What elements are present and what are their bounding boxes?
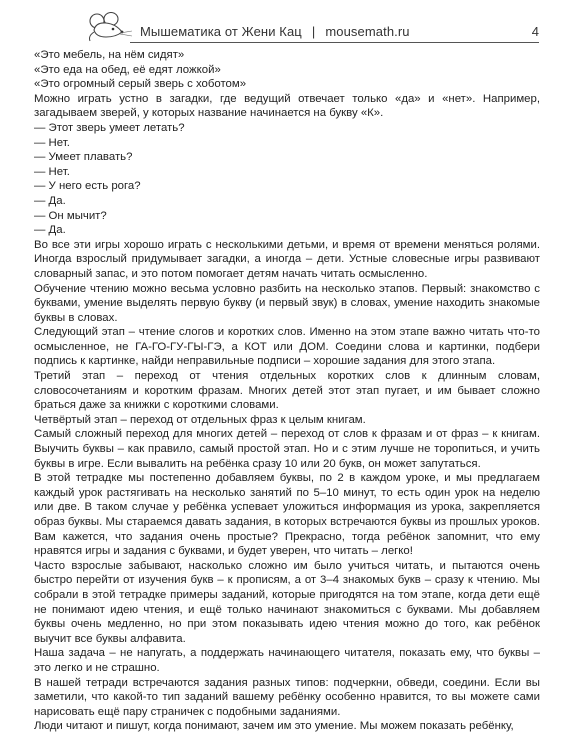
paragraph: Самый сложный переход для многих детей – переход от слов к фразам и от фраз – к книгам. Выучить буквы – как правило, самый простой этап. Но и с этим лучше не торопиться, и учить буквы в игре. Если вывалить на ребёнка сразу 10 или 20 букв, он может запутаться. bbox=[34, 428, 540, 470]
paragraph: Люди читают и пишут, когда понимают, зачем им это умение. Мы можем показать ребёнку, bbox=[34, 720, 514, 733]
page-header bbox=[0, 0, 567, 44]
header-title-line bbox=[140, 24, 410, 39]
paragraph: Во все эти игры хорошо играть с несколькими детьми, и время от времени меняться ролями. Иногда взрослый придумывает загадки, а иногда – дети. Устные словесные игры развивают словарный запас, и это потом помогает детям начать читать осмысленно. bbox=[34, 238, 540, 280]
book-title: Мышематика от Жени Кац bbox=[140, 24, 302, 39]
paragraph: Обучение чтению можно весьма условно разбить на несколько этапов. Первый: знакомство с буквами, умение выделять первую букву (и первый звук) в словах, умение находить знакомые буквы в словах. bbox=[34, 282, 540, 324]
dialogue-line: — Он мычит? bbox=[34, 209, 107, 222]
dialogue-line: — У него есть рога? bbox=[34, 180, 141, 193]
body-text bbox=[34, 48, 540, 734]
dialogue-line: — Да. bbox=[34, 224, 66, 237]
paragraph: Наша задача – не напугать, а поддержать начинающего читателя, показать ему, что буквы – это легко и не страшно. bbox=[34, 647, 540, 674]
dialogue-line: — Нет. bbox=[34, 165, 70, 178]
paragraph: Четвёртый этап – переход от отдельных фраз к целым книгам. bbox=[34, 413, 366, 426]
page-number: 4 bbox=[531, 24, 539, 39]
header-rule bbox=[130, 42, 539, 43]
header-separator: | bbox=[311, 24, 316, 39]
riddle-line: «Это огромный серый зверь с хоботом» bbox=[34, 78, 247, 91]
mouse-logo-icon bbox=[86, 12, 134, 47]
site-link[interactable]: mousemath.ru bbox=[325, 24, 410, 39]
paragraph: Следующий этап – чтение слогов и коротких слов. Именно на этом этапе важно читать что-то осмысленное, не ГА-ГО-ГУ-ГЫ-ГЭ, а КОТ или ДОМ. Соедини слова и картинки, подбери подпись к картинке, найди неправильные подписи – хорошие задания для этого этапа. bbox=[34, 326, 540, 368]
dialogue-line: — Да. bbox=[34, 194, 66, 207]
dialogue-line: — Умеет плавать? bbox=[34, 151, 133, 164]
paragraph: В этой тетрадке мы постепенно добавляем буквы, по 2 в каждом уроке, и мы предлагаем каждый урок растягивать на несколько занятий по 5–10 минут, то есть один урок на неделю или две. В таком случае у ребёнка успевает уложиться информация из урока, закрепляется образ буквы. Мы стараемся давать задания, в которых встречаются буквы из прошлых уроков. Вам кажется, что задания очень простые? Прекрасно, тогда ребёнок запомнит, что ему нравятся игры и задания с буквами, и будет уверен, что читать – легко! bbox=[34, 472, 540, 558]
dialogue-line: — Этот зверь умеет летать? bbox=[34, 121, 185, 134]
riddle-line: «Это мебель, на нём сидят» bbox=[34, 49, 185, 61]
riddle-line: «Это еда на обед, её едят ложкой» bbox=[34, 63, 221, 76]
paragraph: В нашей тетради встречаются задания разных типов: подчеркни, обведи, соедини. Если вы заметили, что какой-то тип заданий вашему ребёнку особенно нравится, то вы можете сами нарисовать ещё пару страничек с подобными заданиями. bbox=[34, 676, 540, 718]
dialogue-line: — Нет. bbox=[34, 136, 70, 149]
paragraph: Третий этап – переход от чтения отдельных коротких слов к длинным словам, словосочетаниям и коротким фразам. Многих детей этот этап пугает, и им бывает сложно браться даже за книжки с короткими словами. bbox=[34, 370, 540, 412]
paragraph: Можно играть устно в загадки, где ведущий отвечает только «да» и «нет». Например, загадываем зверей, у которых название начинается на букву «К». bbox=[34, 92, 540, 120]
paragraph: Часто взрослые забывают, насколько сложно им было учиться читать, и пытаются очень быстро перейти от изучения букв – к прописям, а от 3–4 знакомых букв – сразу к чтению. Мы собрали в этой тетрадке примеры заданий, которые пригодятся на том этапе, когда дети ещё не понимают идею чтения, и ещё только начинают знакомиться с буквами. Мы добавляем буквы очень медленно, но при этом показывать идею чтения можно до того, как ребёнок выучит все буквы алфавита. bbox=[34, 559, 540, 645]
